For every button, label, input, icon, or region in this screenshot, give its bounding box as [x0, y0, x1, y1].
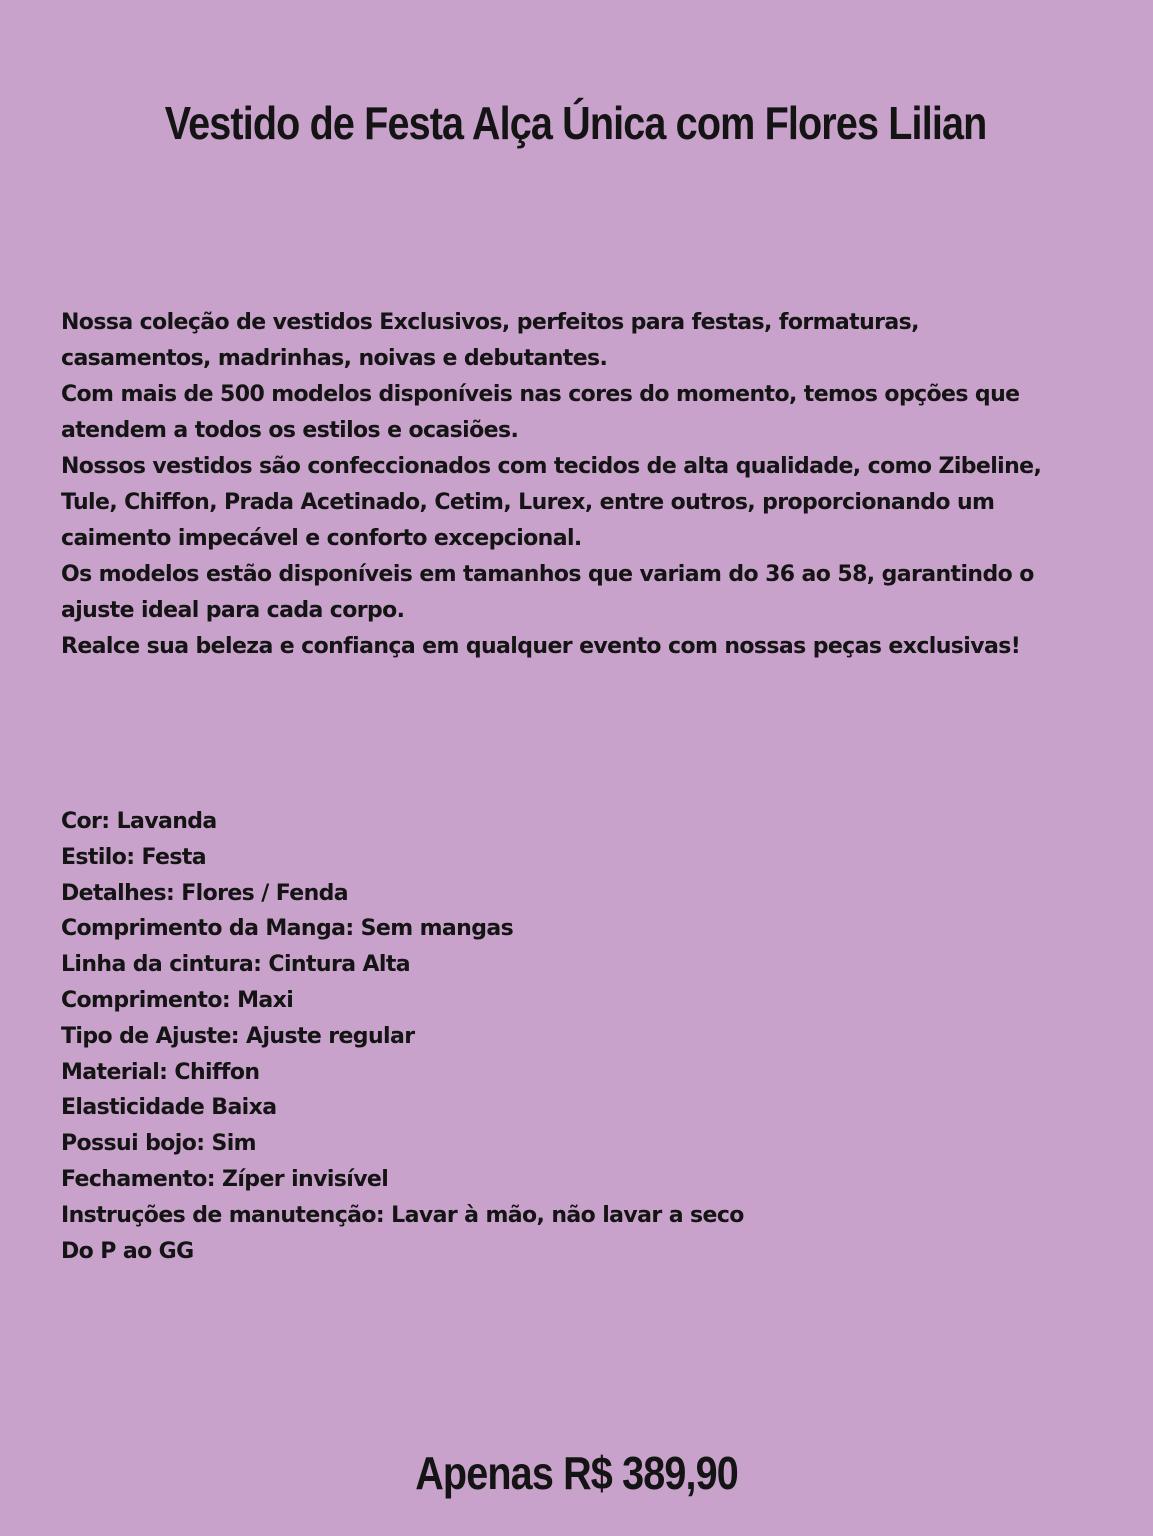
spec-item: Fechamento: Zíper invisível — [61, 1166, 389, 1192]
description-paragraph: Nossos vestidos são confeccionados com tecidos de alta qualidade, como Zibeline, Tule, Chiffon, Prada Acetinado, Cetim, Lurex, entre outros, proporcionando um caimento impecável e conforto excepcional. — [61, 454, 1042, 551]
description-paragraph: Com mais de 500 modelos disponíveis nas cores do momento, temos opções que atendem a todos os estilos e ocasiões. — [61, 382, 1020, 443]
spec-item: Tipo de Ajuste: Ajuste regular — [61, 1023, 415, 1049]
description-paragraph: Os modelos estão disponíveis em tamanhos que variam do 36 ao 58, garantindo o ajuste ideal para cada corpo. — [61, 562, 1034, 623]
description-paragraph: Nossa coleção de vestidos Exclusivos, perfeitos para festas, formaturas, casamentos, madrinhas, noivas e debutantes. — [61, 310, 919, 371]
spec-item: Instruções de manutenção: Lavar à mão, não lavar a seco — [61, 1202, 744, 1228]
description-paragraph: Realce sua beleza e confiança em qualquer evento com nossas peças exclusivas! — [61, 634, 1021, 659]
spec-item: Elasticidade Baixa — [61, 1095, 277, 1121]
page-title: Vestido de Festa Alça Única com Flores Lilian — [164, 97, 987, 149]
spec-item: Possui bojo: Sim — [61, 1131, 256, 1157]
product-description — [61, 305, 1071, 665]
spec-item: Estilo: Festa — [61, 844, 207, 870]
spec-item: Comprimento da Manga: Sem mangas — [61, 916, 514, 942]
spec-item: Comprimento: Maxi — [61, 987, 294, 1013]
spec-item: Linha da cintura: Cintura Alta — [61, 952, 411, 978]
spec-item: Do P ao GG — [61, 1238, 194, 1264]
product-specs-list — [61, 804, 1061, 1269]
spec-item: Detalhes: Flores / Fenda — [61, 880, 349, 906]
spec-item: Material: Chiffon — [61, 1059, 260, 1085]
price-label: Apenas R$ 389,90 — [415, 1447, 738, 1499]
spec-item: Cor: Lavanda — [61, 809, 217, 834]
